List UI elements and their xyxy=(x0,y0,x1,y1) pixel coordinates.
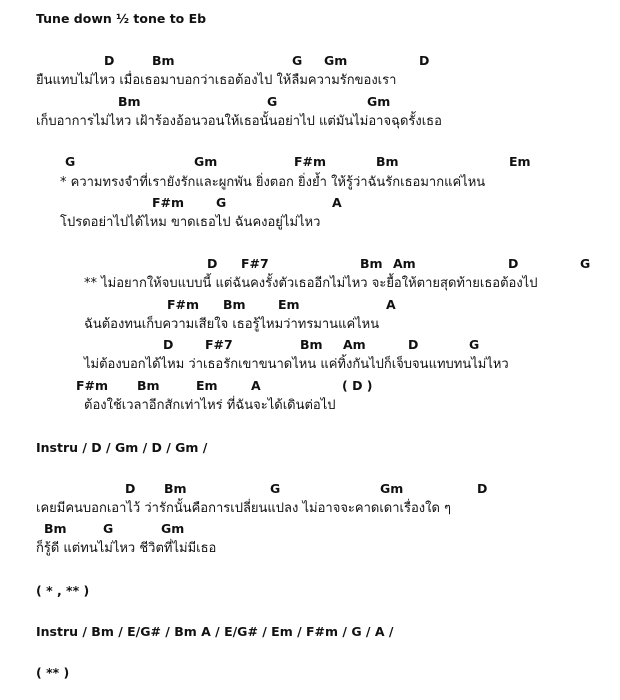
chord: F#7 xyxy=(205,337,233,352)
chord: Bm xyxy=(118,94,141,109)
chord: Em xyxy=(278,297,300,312)
chord: Bm xyxy=(137,378,160,393)
chord: Bm xyxy=(223,297,246,312)
chord: G xyxy=(216,195,227,210)
chord: Gm xyxy=(380,481,404,496)
chord: G xyxy=(580,256,591,271)
chord: ( D ) xyxy=(342,378,373,393)
chord: Gm xyxy=(194,154,218,169)
chord: D xyxy=(477,481,488,496)
chord: A xyxy=(386,297,396,312)
chord: G xyxy=(292,53,303,68)
chord: G xyxy=(270,481,281,496)
chord: Am xyxy=(343,337,366,352)
chord: F#m xyxy=(167,297,200,312)
chord: D xyxy=(408,337,419,352)
section-label: Instru / Bm / E/G# / Bm A / E/G# / Em / F#m / G / A / xyxy=(36,624,394,639)
chord: G xyxy=(469,337,480,352)
chord: F#m xyxy=(294,154,327,169)
chord: Gm xyxy=(161,521,185,536)
chord: D xyxy=(104,53,115,68)
chord: Em xyxy=(196,378,218,393)
chord: Em xyxy=(509,154,531,169)
chord: D xyxy=(125,481,136,496)
lyric-line: โปรดอย่าไปได้ไหม ขาดเธอไป ฉันคงอยู่ไม่ไหว xyxy=(60,215,321,230)
lyric-line: ไม่ต้องบอกได้ไหม ว่าเธอรักเขาขนาดไหน แค่ทิ้งกันไปก็เจ็บจนแทบทนไม่ไหว xyxy=(84,357,509,372)
chord: D xyxy=(419,53,430,68)
chord: G xyxy=(267,94,278,109)
lyric-line: ยืนแทบไม่ไหว เมื่อเธอมาบอกว่าเธอต้องไป ให้ลืมความรักของเรา xyxy=(36,73,397,88)
lyric-line: ** ไม่อยากให้จบแบบนี้ แต่ฉันคงรั้งตัวเธออีกไม่ไหว จะยื้อให้ตายสุดท้ายเธอต้องไป xyxy=(84,276,538,291)
chord: A xyxy=(251,378,261,393)
lyric-line: * ความทรงจำที่เรายังรักและผูกพัน ยิ่งตอก ยิ่งย้ำ ให้รู้ว่าฉันรักเธอมากแค่ไหน xyxy=(60,175,486,190)
lyric-line: เคยมีคนบอกเอาไว้ ว่ารักนั้นคือการเปลี่ยนแปลง ไม่อาจจะคาดเดาเรื่องใด ๆ xyxy=(36,501,452,516)
chord: Bm xyxy=(164,481,187,496)
chord: Gm xyxy=(367,94,391,109)
chord: Bm xyxy=(44,521,67,536)
chord: Bm xyxy=(376,154,399,169)
chord: Bm xyxy=(300,337,323,352)
chord: Bm xyxy=(152,53,175,68)
chord: Am xyxy=(393,256,416,271)
chord: F#m xyxy=(76,378,109,393)
chord: G xyxy=(65,154,76,169)
chord: F#7 xyxy=(241,256,269,271)
chord: Bm xyxy=(360,256,383,271)
tuning-note: Tune down ½ tone to Eb xyxy=(36,11,207,26)
section-label: ( ** ) xyxy=(36,665,70,680)
section-label: ( * , ** ) xyxy=(36,583,90,598)
chord: Gm xyxy=(324,53,348,68)
chord: D xyxy=(163,337,174,352)
chord: D xyxy=(207,256,218,271)
chord: F#m xyxy=(152,195,185,210)
lyric-line: ต้องใช้เวลาอีกสักเท่าไหร่ ที่ฉันจะได้เดินต่อไป xyxy=(84,398,336,413)
chord: A xyxy=(332,195,342,210)
lyric-line: ก็รู้ดี แต่ทนไม่ไหว ชีวิตที่ไม่มีเธอ xyxy=(36,541,217,556)
lyric-line: เก็บอาการไม่ไหว เฝ้าร้องอ้อนวอนให้เธอนั้นอย่าไป แต่มันไม่อาจฉุดรั้งเธอ xyxy=(36,114,442,129)
chord: D xyxy=(508,256,519,271)
lyric-line: ฉันต้องทนเก็บความเสียใจ เธอรู้ไหมว่าทรมานแค่ไหน xyxy=(84,317,380,332)
chord: G xyxy=(103,521,114,536)
section-label: Instru / D / Gm / D / Gm / xyxy=(36,440,208,455)
